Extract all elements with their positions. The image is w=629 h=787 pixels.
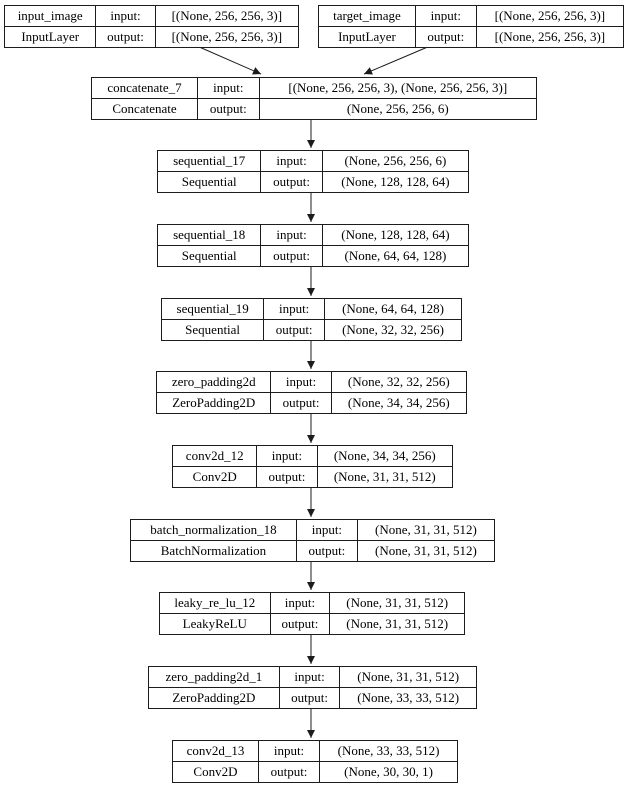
input-shape: [(None, 256, 256, 3), (None, 256, 256, 3)] xyxy=(259,78,536,99)
layer-name: zero_padding2d xyxy=(157,372,271,393)
output-shape: (None, 31, 31, 512) xyxy=(317,467,453,488)
layer-name: sequential_19 xyxy=(162,299,264,320)
input-label: input: xyxy=(261,151,322,172)
input-label: input: xyxy=(257,446,317,467)
output-shape: [(None, 256, 256, 3)] xyxy=(155,27,298,48)
input-shape: [(None, 256, 256, 3)] xyxy=(155,6,298,27)
layer-type: Concatenate xyxy=(92,99,198,120)
node-conv2d_12 xyxy=(172,445,453,488)
layer-type: ZeroPadding2D xyxy=(149,688,280,709)
layer-name: sequential_17 xyxy=(158,151,261,172)
node-zero_padding2d_1 xyxy=(148,666,477,709)
input-label: input: xyxy=(279,667,340,688)
input-shape: (None, 31, 31, 512) xyxy=(357,520,494,541)
output-label: output: xyxy=(261,246,322,267)
input-label: input: xyxy=(96,6,155,27)
layer-type: Conv2D xyxy=(173,762,259,783)
input-shape: (None, 31, 31, 512) xyxy=(340,667,477,688)
output-label: output: xyxy=(264,320,325,341)
output-label: output: xyxy=(96,27,155,48)
node-batch_normalization_18 xyxy=(130,519,495,562)
output-shape: (None, 31, 31, 512) xyxy=(330,614,465,635)
layer-type: Conv2D xyxy=(173,467,257,488)
output-shape: (None, 64, 64, 128) xyxy=(322,246,468,267)
layer-type: Sequential xyxy=(158,172,261,193)
output-shape: (None, 34, 34, 256) xyxy=(331,393,466,414)
input-label: input: xyxy=(198,78,260,99)
layer-name: sequential_18 xyxy=(158,225,261,246)
node-leaky_re_lu_12 xyxy=(159,592,465,635)
layer-name: leaky_re_lu_12 xyxy=(160,593,271,614)
output-label: output: xyxy=(198,99,260,120)
layer-name: input_image xyxy=(5,6,96,27)
output-label: output: xyxy=(415,27,476,48)
input-shape: (None, 128, 128, 64) xyxy=(322,225,468,246)
output-shape: (None, 32, 32, 256) xyxy=(325,320,462,341)
input-shape: (None, 34, 34, 256) xyxy=(317,446,453,467)
output-label: output: xyxy=(279,688,340,709)
input-label: input: xyxy=(271,372,331,393)
input-shape: [(None, 256, 256, 3)] xyxy=(476,6,623,27)
node-conv2d_13 xyxy=(172,740,458,783)
output-label: output: xyxy=(296,541,357,562)
node-zero_padding2d xyxy=(156,371,467,414)
layer-type: InputLayer xyxy=(319,27,416,48)
layer-type: Sequential xyxy=(162,320,264,341)
output-label: output: xyxy=(270,614,330,635)
output-shape: (None, 128, 128, 64) xyxy=(322,172,468,193)
output-label: output: xyxy=(258,762,319,783)
node-sequential_18 xyxy=(157,224,469,267)
node-sequential_19 xyxy=(161,298,462,341)
edge-target_image-concatenate_7 xyxy=(364,46,430,74)
input-label: input: xyxy=(296,520,357,541)
output-shape: [(None, 256, 256, 3)] xyxy=(476,27,623,48)
node-target_image xyxy=(318,5,624,48)
output-label: output: xyxy=(261,172,322,193)
output-shape: (None, 33, 33, 512) xyxy=(340,688,477,709)
output-label: output: xyxy=(271,393,331,414)
output-shape: (None, 256, 256, 6) xyxy=(259,99,536,120)
input-shape: (None, 32, 32, 256) xyxy=(331,372,466,393)
input-label: input: xyxy=(415,6,476,27)
input-label: input: xyxy=(264,299,325,320)
input-label: input: xyxy=(258,741,319,762)
input-shape: (None, 256, 256, 6) xyxy=(322,151,468,172)
input-shape: (None, 33, 33, 512) xyxy=(320,741,458,762)
layer-type: BatchNormalization xyxy=(131,541,297,562)
layer-name: target_image xyxy=(319,6,416,27)
layer-type: Sequential xyxy=(158,246,261,267)
layer-name: zero_padding2d_1 xyxy=(149,667,280,688)
input-shape: (None, 31, 31, 512) xyxy=(330,593,465,614)
edge-input_image-concatenate_7 xyxy=(197,46,261,74)
layer-name: conv2d_13 xyxy=(173,741,259,762)
node-concatenate_7 xyxy=(91,77,537,120)
output-shape: (None, 30, 30, 1) xyxy=(320,762,458,783)
layer-name: batch_normalization_18 xyxy=(131,520,297,541)
layer-type: ZeroPadding2D xyxy=(157,393,271,414)
layer-type: InputLayer xyxy=(5,27,96,48)
node-input_image xyxy=(4,5,299,48)
input-label: input: xyxy=(270,593,330,614)
input-shape: (None, 64, 64, 128) xyxy=(325,299,462,320)
node-sequential_17 xyxy=(157,150,469,193)
input-label: input: xyxy=(261,225,322,246)
layer-name: conv2d_12 xyxy=(173,446,257,467)
output-shape: (None, 31, 31, 512) xyxy=(357,541,494,562)
layer-type: LeakyReLU xyxy=(160,614,271,635)
layer-name: concatenate_7 xyxy=(92,78,198,99)
output-label: output: xyxy=(257,467,317,488)
